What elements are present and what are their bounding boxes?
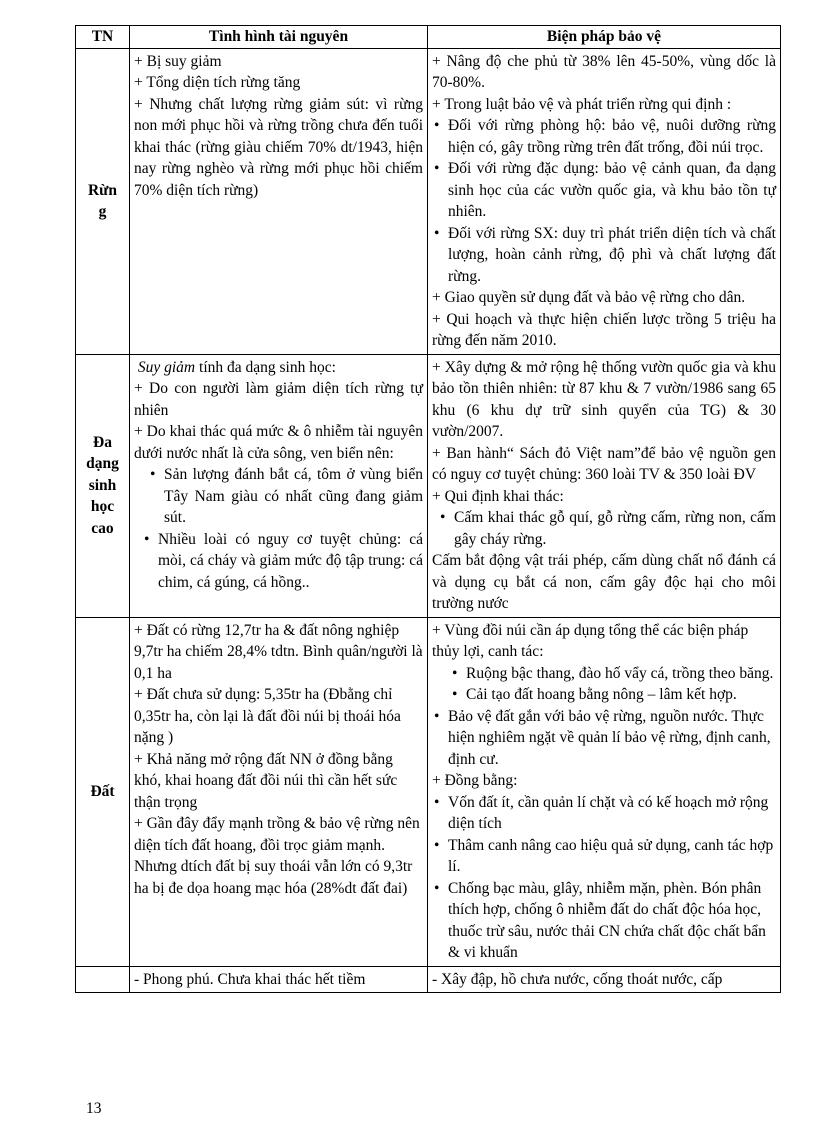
dat-bien-phap: + Vùng đồi núi cần áp dụng tổng thể các biện pháp thủy lợi, canh tác: • Ruộng bậc thang, đào hố vẩy cá, trồng theo băng. • Cải tạo đất hoang bằng nông – lâm kết hợp. • Bảo vệ đất gắn với bảo vệ rừng, nguồn nước. Thực hiện nghiêm ngặt về quản lí bảo vệ rừng, định canh, định cư. + Đồng bằng: • Vốn đất ít, cần quản lí chặt và có kế hoạch mở rộng diện tích • Thâm canh nâng cao hiệu quả sử dụng, canh tác hợp lí. • Chống bạc màu, glây, nhiễm mặn, phèn. Bón phân thích hợp, chống ô nhiễm đất do chất độc hóa học, thuốc trừ sâu, nước thải CN chứa chất độc chất bẩn & vi khuẩn (428, 617, 781, 966)
rung-bien-phap: + Nâng độ che phủ từ 38% lên 45-50%, vùng dốc là 70-80%. + Trong luật bảo vệ và phát triển rừng qui định : • Đối với rừng phòng hộ: bảo vệ, nuôi dưỡng rừng hiện có, gây trồng rừng trên đất trống, đồi núi trọc. • Đối với rừng đặc dụng: bảo vệ cảnh quan, đa dạng sinh học của các vườn quốc gia, và khu bảo tồn tự nhiên. • Đối với rừng SX: duy trì phát triển diện tích và chất lượng, hoàn cảnh rừng, độ phì và chất lượng đất rừng. + Giao quyền sử dụng đất và bảo vệ rừng cho dân. + Qui hoạch và thực hiện chiến lược trồng 5 triệu ha rừng đến năm 2010. (428, 48, 781, 354)
list-item: • Nhiều loài có nguy cơ tuyệt chủng: cá mòi, cá cháy và giảm mức độ tập trung: cá chim, cá gúng, cá hồng.. (142, 529, 423, 594)
rung-tinh-hinh: + Bị suy giảm + Tổng diện tích rừng tăng + Nhưng chất lượng rừng giảm sút: vì rừng non mới phục hồi và rừng trồng chưa đến tuổi khai thác (rừng giàu chiếm 70% dt/1943, hiện nay rừng nghèo và rừng mới phục hồi chiếm 70% diện tích rừng) (130, 48, 428, 354)
table-header-row (76, 26, 781, 49)
list-item: • Vốn đất ít, cần quản lí chặt và có kế hoạch mở rộng diện tích (432, 792, 776, 835)
resource-table (75, 25, 781, 993)
header-tn: TN (76, 26, 130, 49)
list-item: • Sản lượng đánh bắt cá, tôm ở vùng biển Tây Nam giàu có nhất cũng đang giảm sút. (148, 464, 423, 529)
table-row-rung (76, 48, 781, 354)
list-item: • Đối với rừng SX: duy trì phát triển diện tích và chất lượng, hoàn cảnh rừng, độ phì và chất lượng đất rừng. (432, 223, 776, 288)
last-bien-phap: - Xây đập, hồ chưa nước, cống thoát nước, cấp (428, 966, 781, 993)
dat-tinh-hinh: + Đất có rừng 12,7tr ha & đất nông nghiệp 9,7tr ha chiếm 28,4% tdtn. Bình quân/người là 0,1 ha + Đất chưa sử dụng: 5,35tr ha (Đbằng chỉ 0,35tr ha, còn lại là đất đồi núi bị thoái hóa nặng ) + Khả năng mở rộng đất NN ở đồng bằng khó, khai hoang đất đồi núi thì cần hết sức thận trọng + Gần đây đẩy mạnh trồng & bảo vệ rừng nên diện tích đất hoang, đồi trọc giảm mạnh. Nhưng dtích đất bị suy thoái vẫn lớn có 9,3tr ha bị đe dọa hoang mạc hóa (28%dt đất đai) (130, 617, 428, 966)
row-label-dat: Đất (76, 617, 130, 966)
table-row-nuoc (76, 966, 781, 993)
table-row-dat (76, 617, 781, 966)
last-tinh-hinh: - Phong phú. Chưa khai thác hết tiềm (130, 966, 428, 993)
list-item: • Đối với rừng đặc dụng: bảo vệ cảnh quan, đa dạng sinh học của các vườn quốc gia, và khu bảo tồn tự nhiên. (432, 158, 776, 223)
row-label-empty (76, 966, 130, 993)
list-item: • Bảo vệ đất gắn với bảo vệ rừng, nguồn nước. Thực hiện nghiêm ngặt về quản lí bảo vệ rừng, định canh, định cư. (432, 706, 776, 771)
header-bien-phap: Biện pháp bảo vệ (428, 26, 781, 49)
list-item: • Thâm canh nâng cao hiệu quả sử dụng, canh tác hợp lí. (432, 835, 776, 878)
row-label-da-dang: Đa dạng sinh học cao (76, 354, 130, 617)
list-item: • Đối với rừng phòng hộ: bảo vệ, nuôi dưỡng rừng hiện có, gây trồng rừng trên đất trống, đồi núi trọc. (432, 115, 776, 158)
da-dang-bien-phap: + Xây dựng & mở rộng hệ thống vườn quốc gia và khu bảo tồn thiên nhiên: từ 87 khu & 7 vườn/1986 sang 65 khu (6 khu dự trữ sinh quyển của TG) & 30 vườn/2007. + Ban hành“ Sách đỏ Việt nam”để bảo vệ nguồn gen có nguy cơ tuyệt chủng: 360 loài TV & 350 loài ĐV + Qui định khai thác: • Cấm khai thác gỗ quí, gỗ rừng cấm, rừng non, cấm gây cháy rừng. Cấm bắt động vật trái phép, cấm dùng chất nổ đánh cá và dụng cụ bắt cá non, cấm gây độc hại cho môi trường nước (428, 354, 781, 617)
table-row-da-dang (76, 354, 781, 617)
list-item: • Ruộng bậc thang, đào hố vẩy cá, trồng theo băng. (450, 663, 776, 685)
list-item: • Cấm khai thác gỗ quí, gỗ rừng cấm, rừng non, cấm gây cháy rừng. (438, 507, 776, 550)
list-item: • Cải tạo đất hoang bằng nông – lâm kết hợp. (450, 684, 776, 706)
da-dang-tinh-hinh: Suy giảm tính đa dạng sinh học: + Do con người làm giảm diện tích rừng tự nhiên + Do khai thác quá mức & ô nhiễm tài nguyên dưới nước nhất là cửa sông, ven biển nên: • Sản lượng đánh bắt cá, tôm ở vùng biển Tây Nam giàu có nhất cũng đang giảm sút. • Nhiều loài có nguy cơ tuyệt chủng: cá mòi, cá cháy và giảm mức độ tập trung: cá chim, cá gúng, cá hồng.. (130, 354, 428, 617)
page-number: 13 (86, 1100, 102, 1117)
row-label-rung: Rừn g (76, 48, 130, 354)
list-item: • Chống bạc màu, glây, nhiễm mặn, phèn. Bón phân thích hợp, chống ô nhiễm đất do chất độc hóa học, thuốc trừ sâu, nước thải CN chứa chất độc chất bẩn & vi khuẩn (432, 878, 776, 964)
header-tinh-hinh: Tình hình tài nguyên (130, 26, 428, 49)
